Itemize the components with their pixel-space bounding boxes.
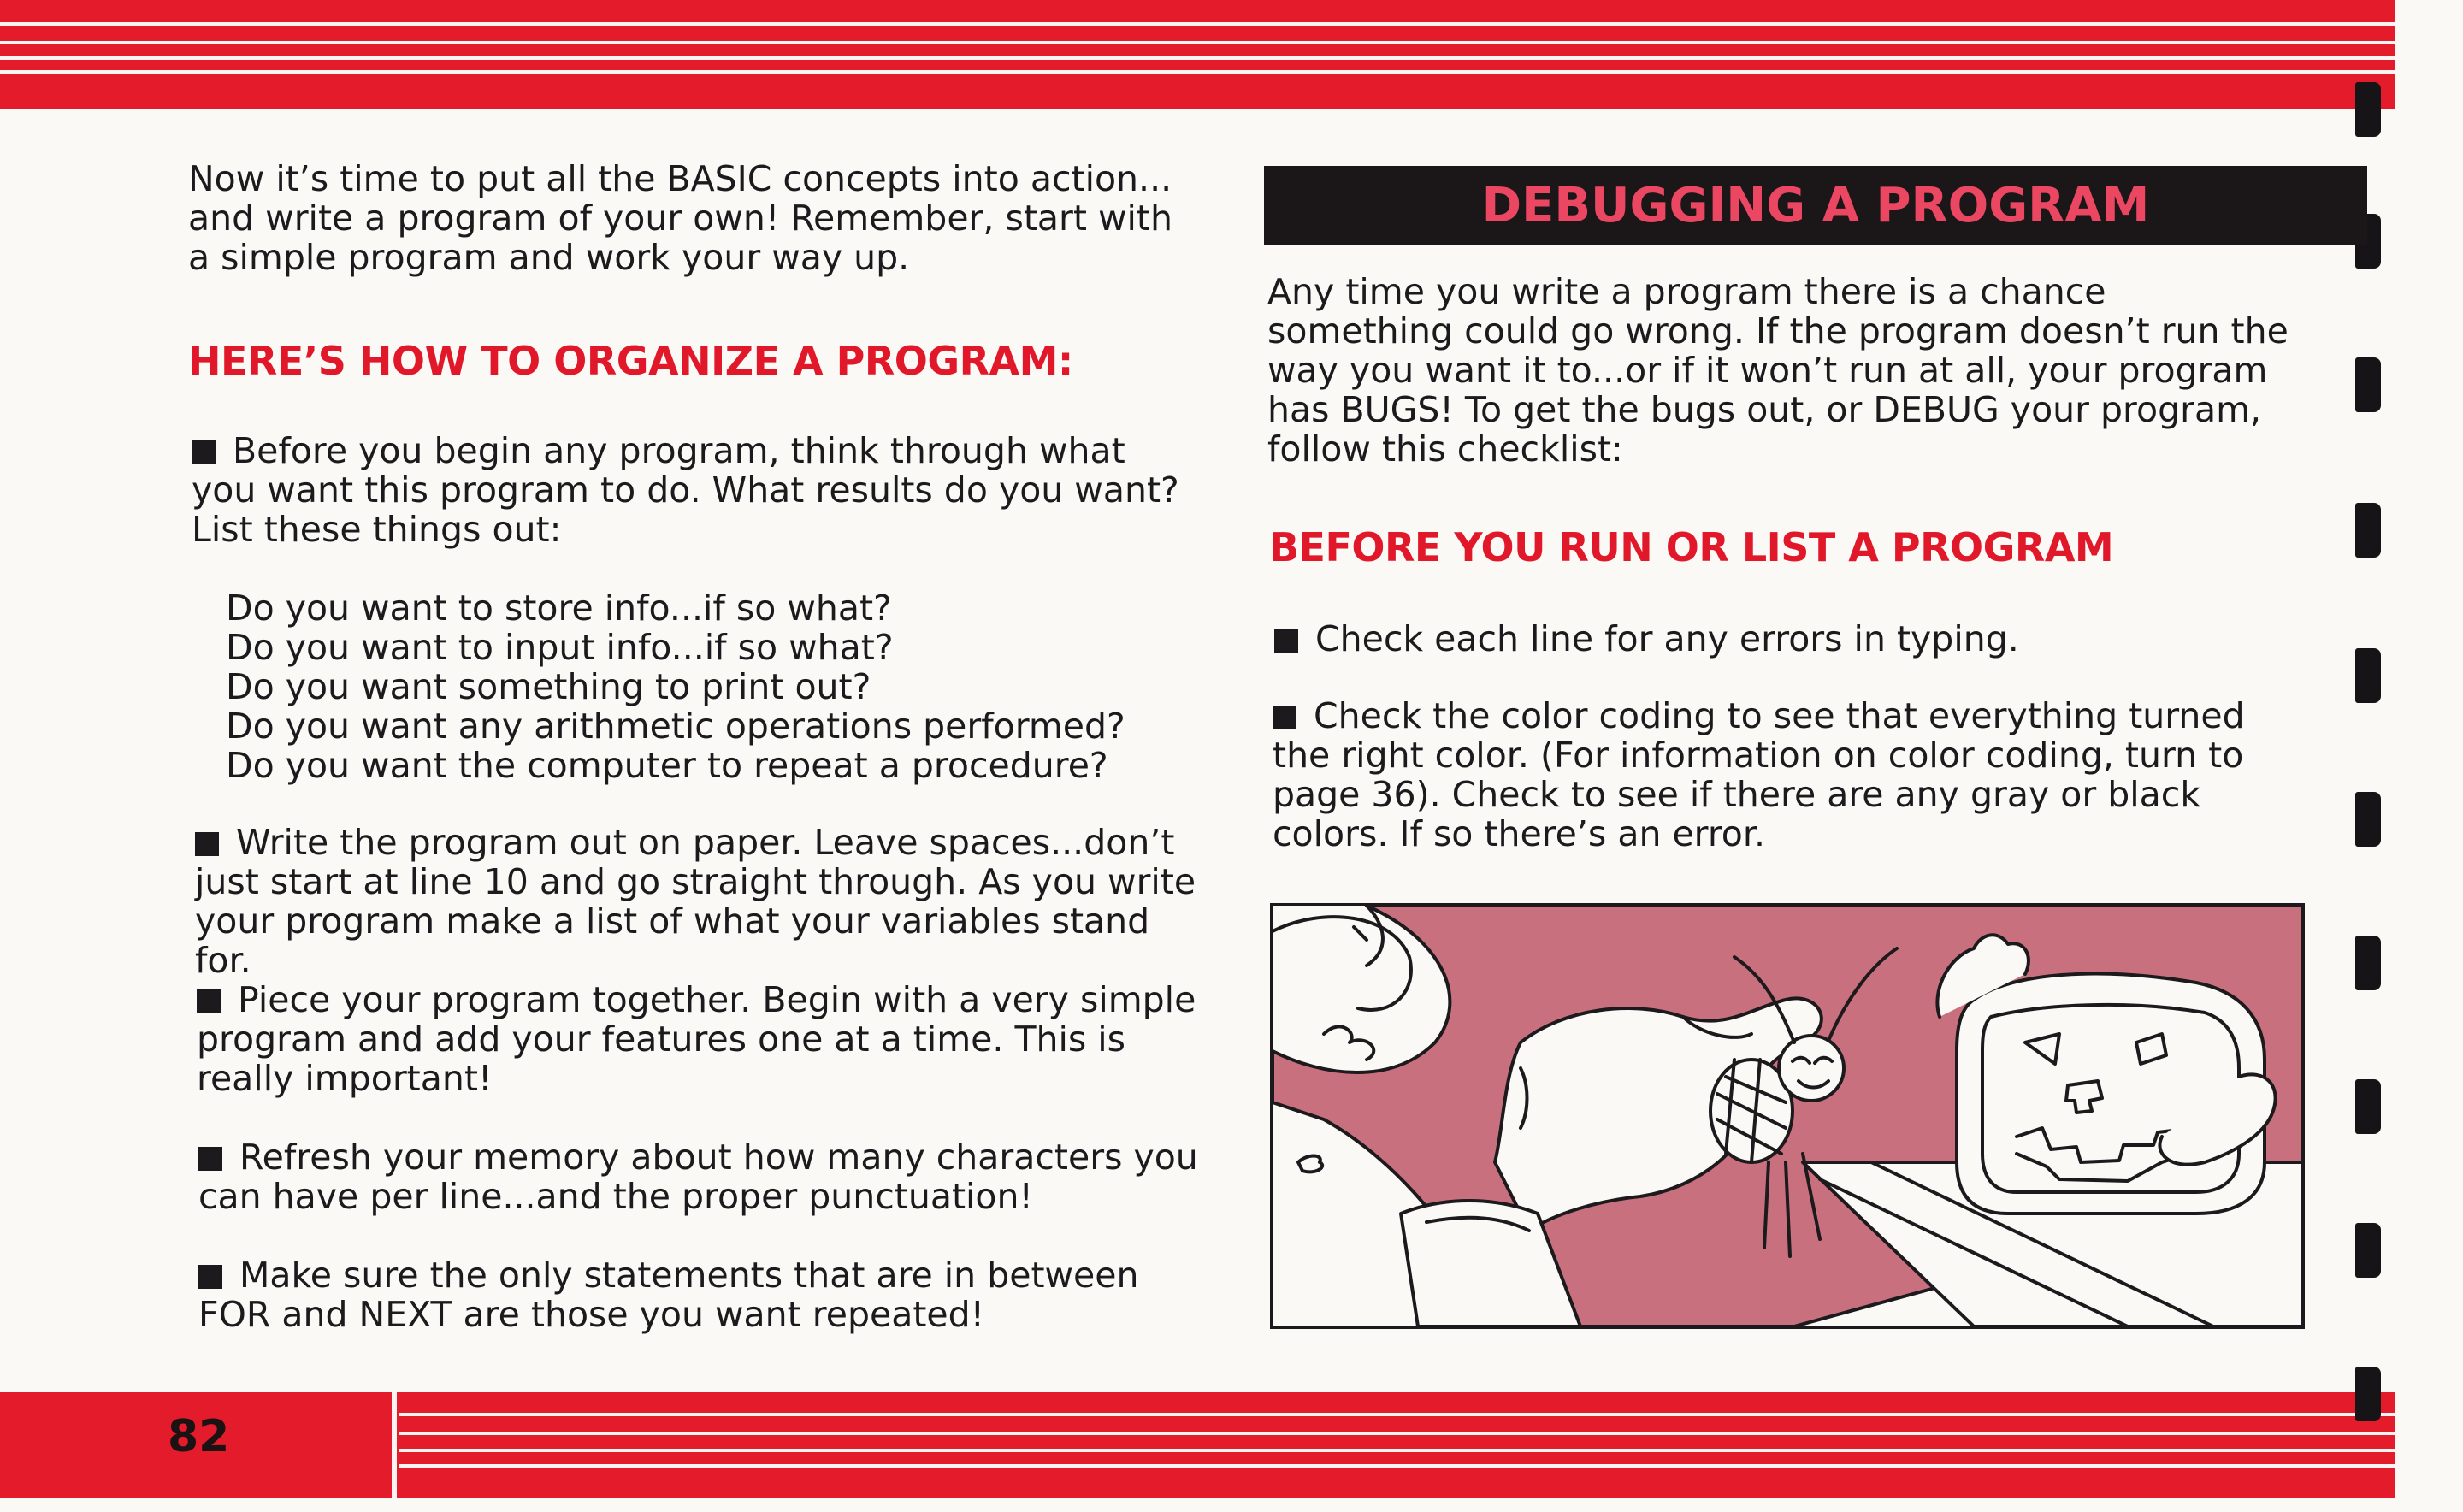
bullet-square-icon [197,989,221,1013]
bullet-square-icon [1274,629,1298,653]
debugging-banner [1264,166,2367,245]
bullet-square-icon [198,1265,222,1289]
top-band-stripe [0,41,2395,44]
bottom-band-divider [392,1392,397,1498]
top-band-stripe [0,22,2395,26]
organize-item-1: Before you begin any program, think through what you want this program to do. What results do you want? List these things out: [192,430,1179,550]
organize-heading: HERE’S HOW TO ORGANIZE A PROGRAM: [188,338,1073,384]
bottom-band-stripe [399,1432,2395,1435]
page-number: 82 [168,1411,230,1462]
bottom-band [0,1392,2395,1498]
bug-cartoon-image [1273,906,2302,1326]
top-band [0,0,2395,109]
question-item: Do you want the computer to repeat a procedure? [226,745,1108,786]
bullet-square-icon [198,1147,222,1171]
question-item: Do you want something to print out? [226,666,871,707]
bottom-band-stripe [399,1449,2395,1452]
before-run-heading: BEFORE YOU RUN OR LIST A PROGRAM [1269,524,2114,570]
bullet-square-icon [192,440,216,464]
checklist-item-1: Check each line for any errors in typing. [1274,619,2301,659]
top-band-stripe [0,56,2395,60]
debugging-illustration [1270,903,2305,1329]
question-list [226,588,1125,785]
organize-item-5: Make sure the only statements that are in between FOR and NEXT are those you want repeated! [198,1255,1139,1335]
bullet-square-icon [195,832,219,856]
organize-item-3: Piece your program together. Begin with a very simple program and add your features one at a time. This is really important! [197,979,1196,1099]
bottom-band-stripe [399,1413,2395,1416]
bottom-band-stripe [399,1464,2395,1468]
organize-item-4: Refresh your memory about how many characters you can have per line...and the proper punctuation! [198,1137,1198,1217]
question-item: Do you want any arithmetic operations performed? [226,706,1125,747]
checklist-item-2: Check the color coding to see that everything turned the right color. (For information on color coding, turn to page 36). Check to see if there are any gray or black colors. If so there’s an error. [1273,695,2245,854]
organize-item-2: Write the program out on paper. Leave spaces...don’t just start at line 10 and go straight through. As you write your program make a list of what your variables stand for. [195,822,1196,981]
question-item: Do you want to store info...if so what? [226,588,892,629]
intro-paragraph: Now it’s time to put all the BASIC concepts into action... and write a program of your own! Remember, start with a simple program and work your way up. [188,158,1172,278]
banner-title: DEBUGGING A PROGRAM [1481,177,2150,233]
question-item: Do you want to input info...if so what? [226,627,894,668]
bullet-square-icon [1273,706,1296,729]
debug-intro: Any time you write a program there is a chance something could go wrong. If the program doesn’t run the way you want it to...or if it won’t run at all, your program has BUGS! To get the bugs out, or DEBUG your program, follow this checklist: [1267,271,2289,470]
top-band-stripe [0,70,2395,74]
